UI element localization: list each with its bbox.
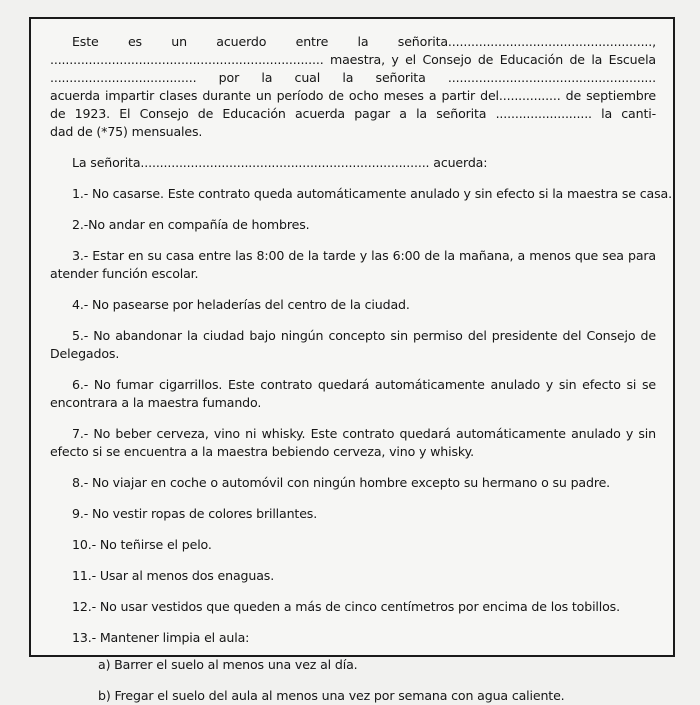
clause-7-cont: efecto si se encuentra a la maestra bebiendo cerveza, vino y whisky.	[50, 444, 474, 459]
clause-7: 7.- No beber cerveza, vino ni whisky. Este contrato quedará automáticamente anulado y sin	[72, 426, 656, 441]
clause-3: 3.- Estar en su casa entre las 8:00 de la tarde y las 6:00 de la mañana, a menos que sea para	[72, 248, 656, 263]
clause-4: 4.- No pasearse por heladerías del centro de la ciudad.	[72, 297, 410, 312]
clause-2: 2.-No andar en compañía de hombres.	[72, 217, 310, 232]
clause-3-cont: atender función escolar.	[50, 266, 199, 281]
clause-9: 9.- No vestir ropas de colores brillantes.	[72, 506, 318, 521]
clause-5-cont: Delegados.	[50, 346, 120, 361]
agrees-line: La señorita........................................................................... acuerda:	[72, 155, 488, 170]
clause-13: 13.- Mantener limpia el aula:	[72, 630, 250, 645]
intro-line: dad de (*75) mensuales.	[50, 124, 203, 139]
intro-line: ...................................... por la cual la señorita ......................................................	[50, 70, 656, 85]
clause-5: 5.- No abandonar la ciudad bajo ningún concepto sin permiso del presidente del Consejo de	[72, 328, 656, 343]
clause-1: 1.- No casarse. Este contrato queda automáticamente anulado y sin efecto si la maestra se casa.	[72, 186, 672, 201]
clause-11: 11.- Usar al menos dos enaguas.	[72, 568, 275, 583]
subitem-a: a) Barrer el suelo al menos una vez al día.	[98, 657, 358, 672]
contract-frame	[29, 17, 675, 703]
intro-line: ....................................................................... maestra, y el Consejo de Educación de la Escuela	[50, 52, 656, 67]
intro-line: Este es un acuerdo entre la señorita.....................................................,	[72, 34, 656, 49]
contract-body	[50, 33, 672, 705]
clause-6: 6.- No fumar cigarrillos. Este contrato quedará automáticamente anulado y sin efecto si se	[72, 377, 656, 392]
clause-6-cont: encontrara a la maestra fumando.	[50, 395, 262, 410]
subitem-b: b) Fregar el suelo del aula al menos una vez por semana con agua caliente.	[98, 688, 565, 703]
clause-10: 10.- No teñirse el pelo.	[72, 537, 212, 552]
intro-line: de 1923. El Consejo de Educación acuerda pagar a la señorita ......................... la canti-	[50, 106, 656, 121]
clause-12: 12.- No usar vestidos que queden a más de cinco centímetros por encima de los tobillos.	[72, 599, 620, 614]
intro-line: acuerda impartir clases durante un período de ocho meses a partir del................ de septiembre	[50, 88, 656, 103]
clause-8: 8.- No viajar en coche o automóvil con ningún hombre excepto su hermano o su padre.	[72, 475, 611, 490]
